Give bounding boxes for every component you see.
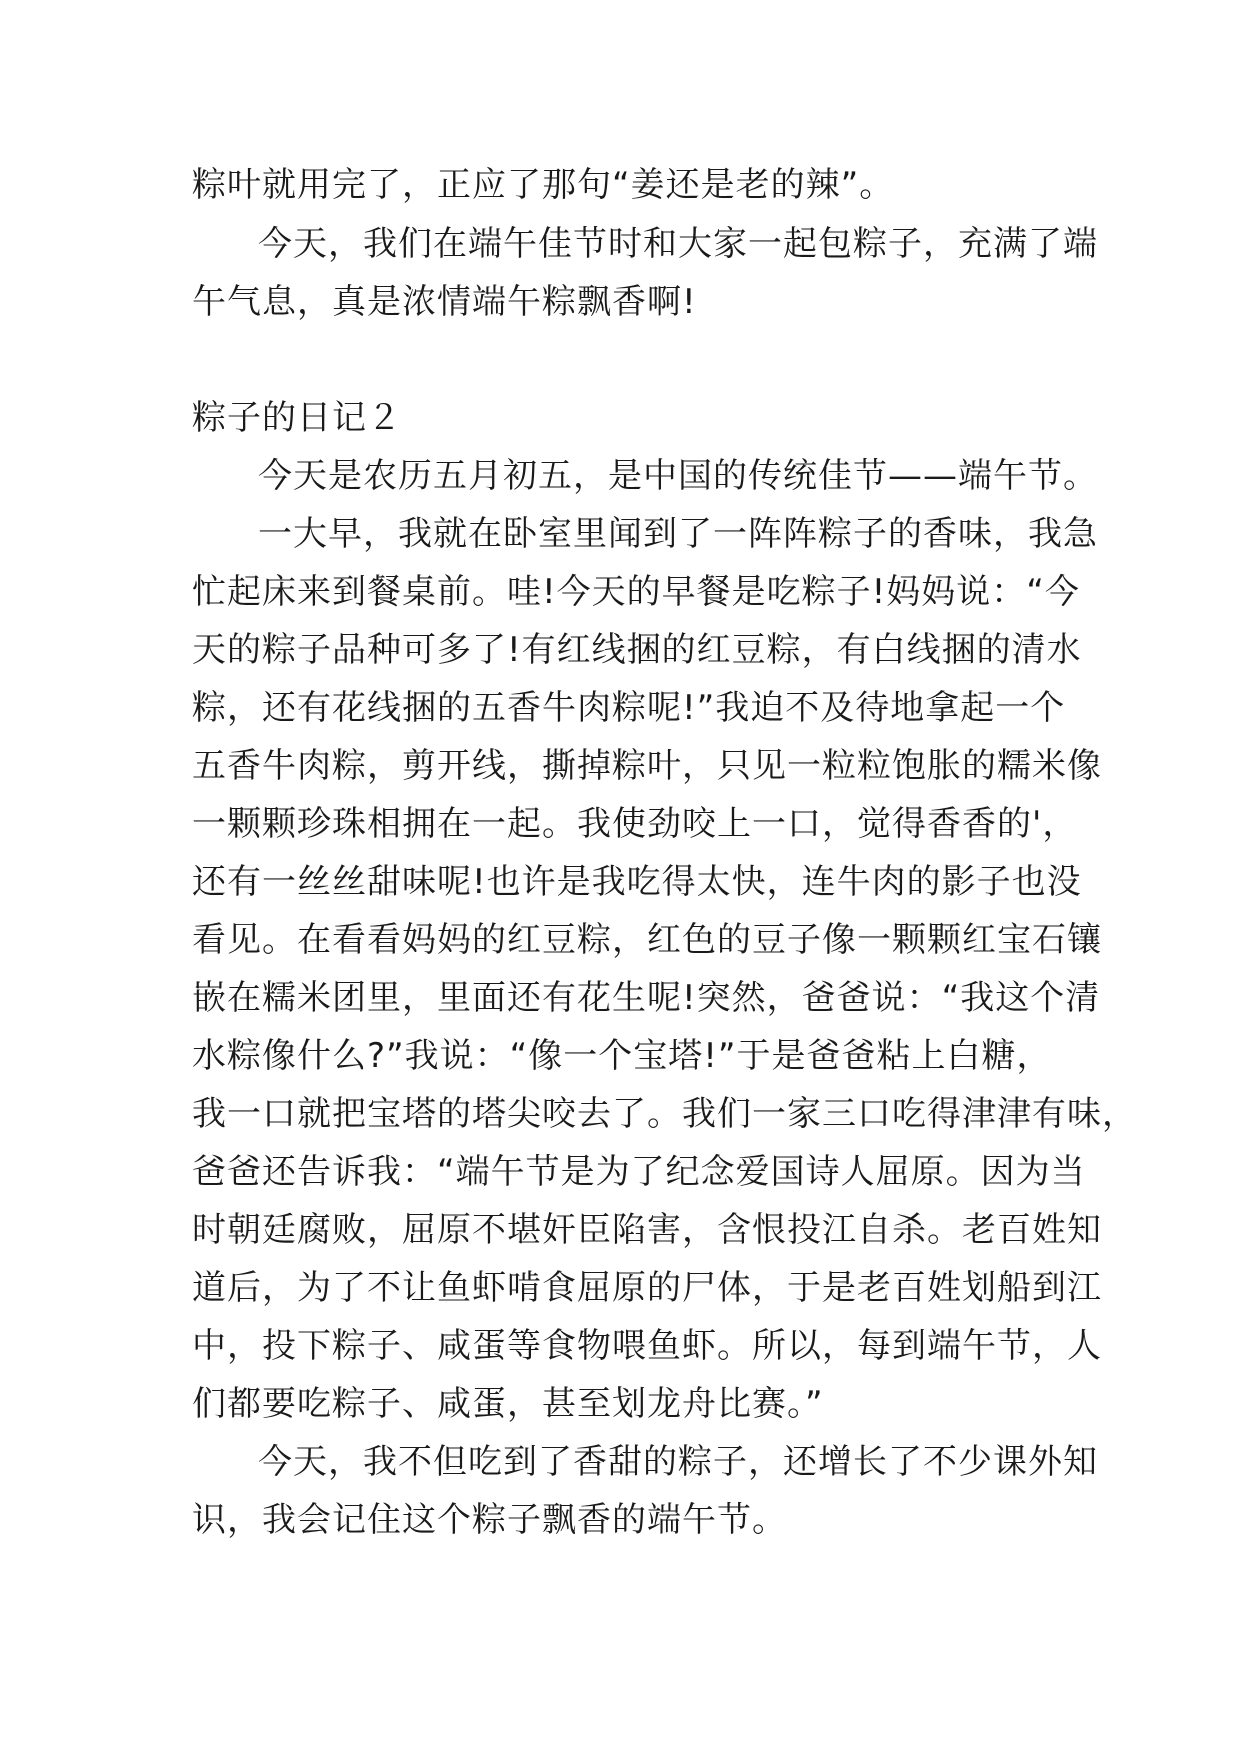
text-line: 时朝廷腐败，屈原不堪奸臣陷害，含恨投江自杀。老百姓知 [192, 1210, 1102, 1250]
text-line: 一颗颗珍珠相拥在一起。我使劲咬上一口，觉得香香的'， [192, 804, 1078, 844]
text-line: 识，我会记住这个粽子飘香的端午节。 [192, 1500, 787, 1540]
text-line: 今天，我们在端午佳节时和大家一起包粽子，充满了端 [258, 224, 1098, 264]
text-line: 忙起床来到餐桌前。哇!今天的早餐是吃粽子!妈妈说：“今 [192, 572, 1080, 612]
section-title: 粽子的日记２ [192, 398, 402, 438]
text-line: 天的粽子品种可多了!有红线捆的红豆粽，有白线捆的清水 [192, 630, 1082, 670]
text-line: 今天是农历五月初五，是中国的传统佳节——端午节。 [258, 456, 1098, 496]
text-line: 爸爸还告诉我：“端午节是为了纪念爱国诗人屈原。因为当 [192, 1152, 1086, 1192]
text-line: 我一口就把宝塔的塔尖咬去了。我们一家三口吃得津津有味， [192, 1094, 1137, 1134]
text-line: 还有一丝丝甜味呢!也许是我吃得太快，连牛肉的影子也没 [192, 862, 1082, 902]
text-line: 午气息，真是浓情端午粽飘香啊! [192, 282, 697, 322]
text-line: 水粽像什么?”我说：“像一个宝塔!”于是爸爸粘上白糖， [192, 1036, 1052, 1076]
text-line: 看见。在看看妈妈的红豆粽，红色的豆子像一颗颗红宝石镶 [192, 920, 1102, 960]
text-line: 粽，还有花线捆的五香牛肉粽呢!”我迫不及待地拿起一个 [192, 688, 1066, 728]
text-line: 们都要吃粽子、咸蛋，甚至划龙舟比赛。” [192, 1384, 824, 1424]
text-line: 中，投下粽子、咸蛋等食物喂鱼虾。所以，每到端午节，人 [192, 1326, 1102, 1366]
text-line: 今天，我不但吃到了香甜的粽子，还增长了不少课外知 [258, 1442, 1098, 1482]
text-line: 一大早，我就在卧室里闻到了一阵阵粽子的香味，我急 [258, 514, 1098, 554]
text-line: 道后，为了不让鱼虾啃食屈原的尸体，于是老百姓划船到江 [192, 1268, 1102, 1308]
text-line: 嵌在糯米团里，里面还有花生呢!突然，爸爸说：“我这个清 [192, 978, 1101, 1018]
text-line: 五香牛肉粽，剪开线，撕掉粽叶，只见一粒粒饱胀的糯米像 [192, 746, 1102, 786]
text-line: 粽叶就用完了，正应了那句“姜还是老的辣”。 [192, 165, 895, 205]
